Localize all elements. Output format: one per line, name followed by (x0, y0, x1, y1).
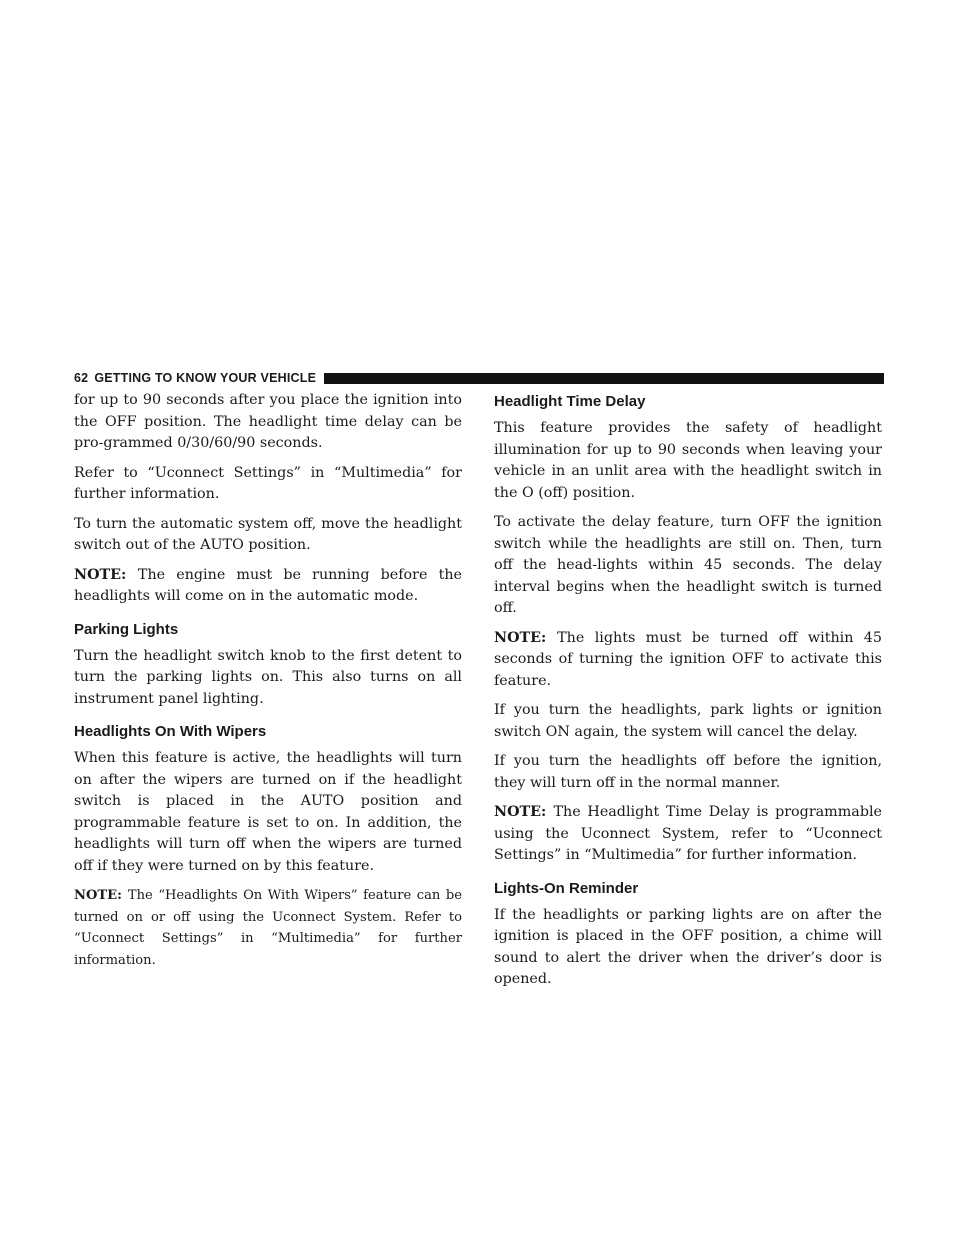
page-number: 62 (74, 371, 89, 385)
page-header (74, 370, 884, 386)
paragraph-headlights-wipers: When this feature is active, the headlights will turn on after the wipers are turned on if the headlight switch is placed in the AUTO position and programmable feature is set to on. In addition, the headlights will turn off when the wipers are turned off if they were turned on by this feature. (74, 750, 462, 874)
note-label: NOTE: (74, 566, 127, 583)
note-text: The “Headlights On With Wipers” feature can be turned on or off using the Uconnect System. Refer to “Uconnect Settings” in “Multimedia” for further information. (74, 888, 463, 968)
heading-parking-lights: Parking Lights (74, 620, 179, 638)
paragraph-lights-on-reminder: If the headlights or parking lights are on after the ignition is placed in the OFF position, a chime will sound to alert the driver when the driver’s door is opened. (494, 906, 882, 987)
paragraph-delay-activate: To activate the delay feature, turn OFF the ignition switch while the headlights are still on. Then, turn off the head-lights within 45 seconds. The delay interval begins when the headlight switch is turned off. (494, 514, 882, 616)
note-delay-programmable (494, 802, 882, 867)
right-column (494, 390, 882, 999)
note-text: The engine must be running before the headlights will come on in the automatic mode. (74, 566, 462, 604)
paragraph-auto-off: To turn the automatic system off, move the headlight switch out of the AUTO position. (74, 515, 462, 553)
note-label: NOTE: (494, 629, 547, 646)
heading-headlight-time-delay: Headlight Time Delay (494, 393, 646, 410)
note-wipers-feature (74, 885, 462, 971)
note-label: NOTE: (74, 888, 122, 903)
paragraph-delay-cancel: If you turn the headlights, park lights or ignition switch ON again, the system will cancel the delay. (494, 702, 882, 740)
heading-lights-on-reminder: Lights-On Reminder (494, 879, 639, 897)
paragraph-parking-lights: Turn the headlight switch knob to the first detent to turn the parking lights on. This also turns on all instrument panel lighting. (74, 647, 462, 707)
header-rule (324, 373, 884, 384)
section-title: GETTING TO KNOW YOUR VEHICLE (94, 371, 317, 385)
note-text: The Headlight Time Delay is programmable using the Uconnect System, refer to “Uconnect Settings” in “Multimedia” for further information. (494, 804, 882, 863)
note-delay-45-seconds (494, 628, 882, 693)
paragraph-delay-continued: for up to 90 seconds after you place the ignition into the OFF position. The headlight time delay can be pro-grammed 0/30/60/90 seconds. (74, 392, 462, 451)
note-text: The lights must be turned off within 45 seconds of turning the ignition OFF to activate this feature. (494, 629, 882, 689)
heading-headlights-wipers: Headlights On With Wipers (74, 723, 267, 740)
note-label: NOTE: (494, 804, 547, 820)
paragraph-delay-safety: This feature provides the safety of headlight illumination for up to 90 seconds when leaving your vehicle in an unlit area with the headlight switch in the O (off) position. (494, 420, 882, 501)
left-column (74, 390, 462, 979)
paragraph-delay-normal: If you turn the headlights off before the ignition, they will turn off in the normal manner. (494, 753, 882, 791)
paragraph-refer-uconnect: Refer to “Uconnect Settings” in “Multimedia” for further information. (74, 464, 462, 502)
note-engine-running (74, 565, 462, 608)
